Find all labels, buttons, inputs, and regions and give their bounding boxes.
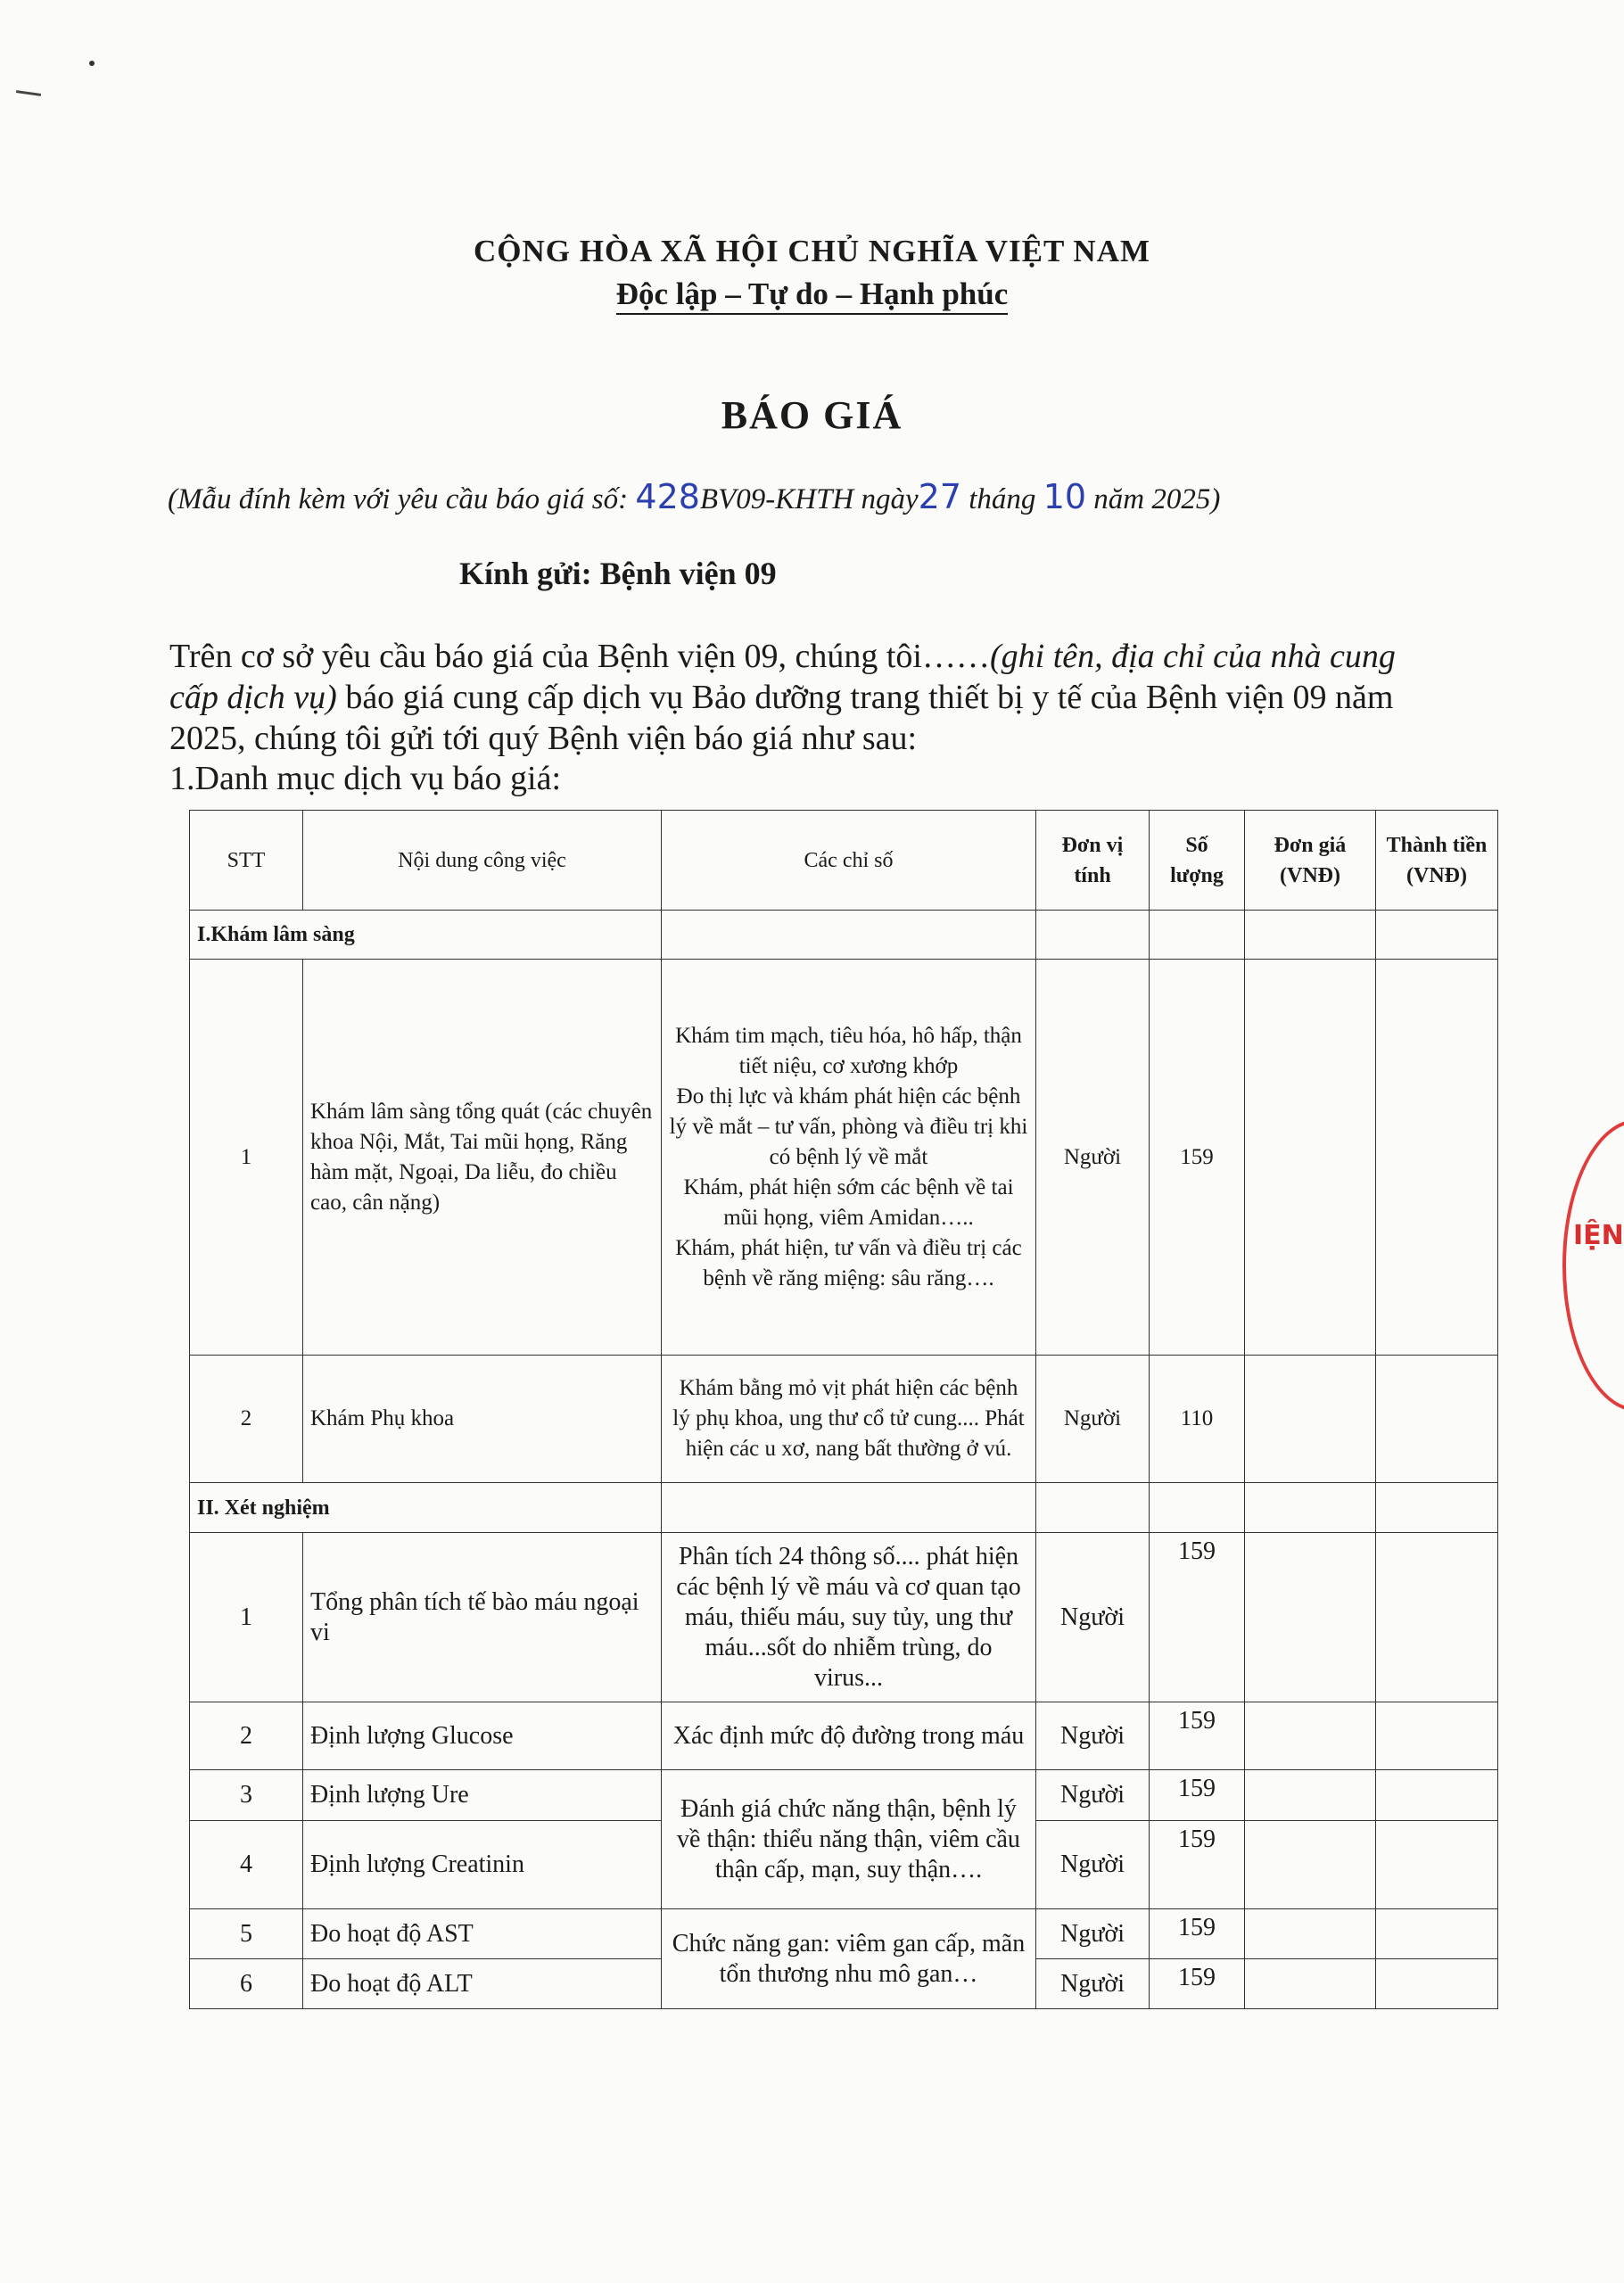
cell-qty: 159 [1150,1533,1245,1702]
header-indicators: Các chỉ số [662,811,1036,911]
list-heading: 1.Danh mục dịch vụ báo giá: [169,760,562,797]
table-row [190,1702,1498,1770]
cell-price [1245,1770,1376,1821]
cell-qty: 110 [1150,1356,1245,1483]
handwritten-day: 27 [918,477,962,516]
cell-stt: 1 [190,960,303,1356]
cell-price [1245,1909,1376,1959]
cell-job: Khám Phụ khoa [303,1356,662,1483]
table-row [190,1770,1498,1821]
cell-total [1376,1533,1498,1702]
header-unit: Đơn vị tính [1036,811,1150,911]
section-row [190,1483,1498,1533]
national-motto: Độc lập – Tự do – Hạnh phúc [0,276,1624,312]
cell-qty: 159 [1150,1770,1245,1821]
red-stamp [1562,1119,1624,1412]
document-subtitle: (Mẫu đính kèm với yêu cầu báo giá số: 428BV09-KHTH ngày27 tháng 10 năm 2025) [168,477,1221,516]
header-price: Đơn giá (VNĐ) [1245,811,1376,911]
cell-price [1245,1821,1376,1909]
cell-stt: 2 [190,1702,303,1770]
cell-unit: Người [1036,1959,1150,2009]
cell-unit: Người [1036,1702,1150,1770]
cell-unit: Người [1036,1909,1150,1959]
cell-job: Định lượng Creatinin [303,1821,662,1909]
cell-price [1245,960,1376,1356]
cell-total [1376,1909,1498,1959]
cell-total [1376,1770,1498,1821]
cell-unit: Người [1036,1356,1150,1483]
cell-total [1376,1959,1498,2009]
intro-paragraph: Trên cơ sở yêu cầu báo giá của Bệnh viện 09, chúng tôi……(ghi tên, địa chỉ của nhà cung cấp dịch vụ) báo giá cung cấp dịch vụ Bảo dưỡng trang thiết bị y tế của Bệnh viện 09 năm 2025, chúng tôi gửi tới quý Bệnh viện báo giá như sau: [169,638,1396,757]
cell-total [1376,960,1498,1356]
cell-indicators: Khám tim mạch, tiêu hóa, hô hấp, thận tiết niệu, cơ xương khớp Đo thị lực và khám phát hiện các bệnh lý về mắt – tư vấn, phòng và điều trị khi có bệnh lý về mắt Khám, phát hiện sớm các bệnh về tai mũi họng, viêm Amidan….. Khám, phát hiện, tư vấn và điều trị các bệnh về răng miệng: sâu răng…. [662,960,1036,1356]
cell-stt: 5 [190,1909,303,1959]
cell-stt: 3 [190,1770,303,1821]
greeting: Kính gửi: Bệnh viện 09 [459,556,777,591]
table-row [190,960,1498,1356]
stamp-fragment-text: IỆN [1573,1220,1624,1251]
header-qty: Số lượng [1150,811,1245,911]
national-title: CỘNG HÒA XÃ HỘI CHỦ NGHĨA VIỆT NAM [473,234,1151,268]
cell-indicators: Đánh giá chức năng thận, bệnh lý về thận: thiểu năng thận, viêm cầu thận cấp, mạn, suy thận…. [662,1770,1036,1909]
table-row [190,1356,1498,1483]
cell-unit: Người [1036,1533,1150,1702]
cell-stt: 2 [190,1356,303,1483]
cell-job: Định lượng Ure [303,1770,662,1821]
cell-qty: 159 [1150,1909,1245,1959]
cell-qty: 159 [1150,1821,1245,1909]
cell-stt: 1 [190,1533,303,1702]
scan-speck [89,61,95,66]
header-stt: STT [190,811,303,911]
cell-stt: 6 [190,1959,303,2009]
cell-indicators: Xác định mức độ đường trong máu [662,1702,1036,1770]
cell-total [1376,1356,1498,1483]
handwritten-number: 428 [635,477,700,516]
cell-total [1376,1821,1498,1909]
document-title: BÁO GIÁ [721,393,903,437]
table-row [190,1533,1498,1702]
cell-stt: 4 [190,1821,303,1909]
cell-job: Định lượng Glucose [303,1702,662,1770]
cell-job: Khám lâm sàng tổng quát (các chuyên khoa Nội, Mắt, Tai mũi họng, Răng hàm mặt, Ngoại, Da liễu, đo chiều cao, cân nặng) [303,960,662,1356]
cell-unit: Người [1036,1770,1150,1821]
cell-price [1245,1702,1376,1770]
cell-qty: 159 [1150,1959,1245,2009]
handwritten-month: 10 [1043,477,1087,516]
cell-qty: 159 [1150,1702,1245,1770]
cell-indicators: Phân tích 24 thông số.... phát hiện các bệnh lý về máu và cơ quan tạo máu, thiếu máu, suy tủy, ung thư máu...sốt do nhiễm trùng, do virus... [662,1533,1036,1702]
cell-indicators: Khám bằng mỏ vịt phát hiện các bệnh lý phụ khoa, ung thư cổ tử cung.... Phát hiện các u xơ, nang bất thường ở vú. [662,1356,1036,1483]
header-total: Thành tiền (VNĐ) [1376,811,1498,911]
cell-unit: Người [1036,960,1150,1356]
cell-qty: 159 [1150,960,1245,1356]
cell-job: Đo hoạt độ ALT [303,1959,662,2009]
quotation-table [189,810,1498,2009]
cell-price [1245,1533,1376,1702]
table-row [190,1909,1498,1959]
cell-unit: Người [1036,1821,1150,1909]
cell-job: Đo hoạt độ AST [303,1909,662,1959]
cell-price [1245,1959,1376,2009]
cell-job: Tổng phân tích tế bào máu ngoại vi [303,1533,662,1702]
cell-price [1245,1356,1376,1483]
cell-total [1376,1702,1498,1770]
section-title: I.Khám lâm sàng [190,911,662,960]
cell-indicators: Chức năng gan: viêm gan cấp, mãn tổn thương nhu mô gan… [662,1909,1036,2009]
section-row [190,911,1498,960]
header-job: Nội dung công việc [303,811,662,911]
table-header-row [190,811,1498,911]
section-title: II. Xét nghiệm [190,1483,662,1533]
scan-mark [16,90,41,96]
